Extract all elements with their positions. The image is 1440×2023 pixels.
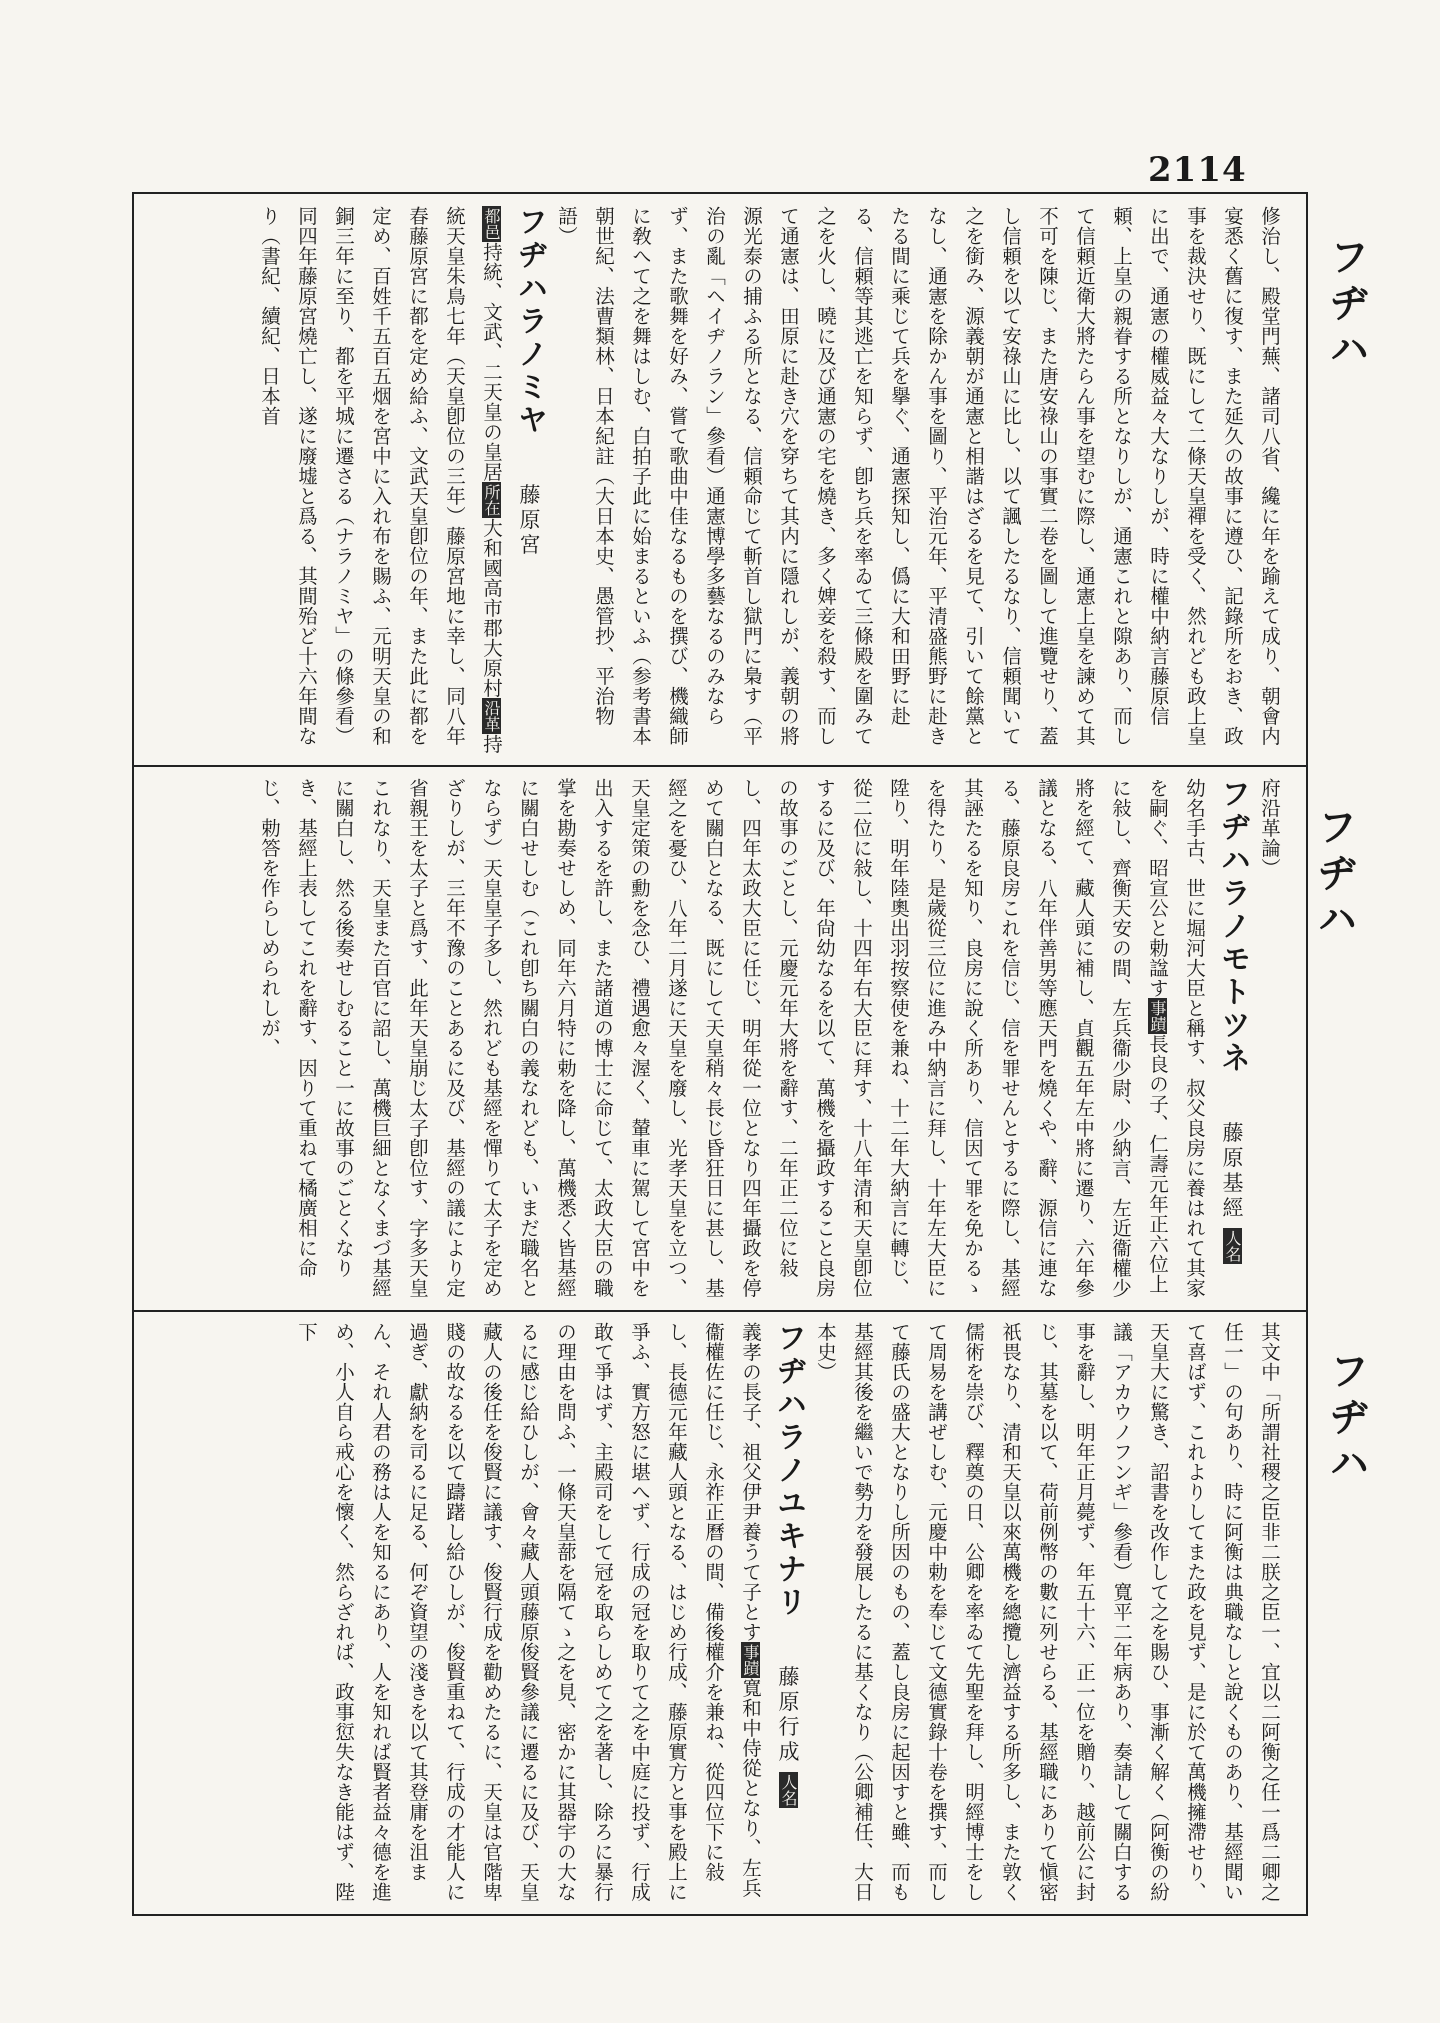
continued-text: 府沿革論）	[1258, 778, 1281, 878]
deeds-tag: 事蹟	[741, 1644, 760, 1676]
entry-heading	[769, 1322, 807, 1904]
page-number: 2114	[1148, 150, 1247, 190]
entry-kanji-name: 藤原基經	[1220, 1121, 1244, 1222]
entry-heading	[510, 206, 548, 754]
entry-text: 持統、文武、二天皇の皇居	[480, 242, 503, 482]
entry-heading	[1213, 778, 1251, 1298]
top-text-column	[251, 206, 1288, 754]
entry-title: フヂハラノモトツネ	[1215, 778, 1250, 1075]
category-tag: 都邑	[482, 208, 501, 240]
entry-text: 長良の子、仁壽元年正六位上に敍し、齊衡天安の間、左兵衞少尉、少納言、左近衞權少將を經て、藏人頭に補し、貞觀五年左中將に遷り、六年參議となる、八年伴善男等應天門を燒くや、辭、源信に連なる、藤原良房これを信じ、信を罪せんとするに際し、基經其誣たるを知り、良房に說く所あり、信因て罪を免かるゝを得たり、是歲從三位に進み中納言に拜し、十年左大臣に陞り、明年陸奧出羽按察使を兼ね、十二年大納言に轉じ、從二位に敍し、十四年右大臣に拜す、十八年清和天皇卽位するに及び、年尙幼なるを以て、萬機を攝政すること良房の故事のごとし、元慶元年大將を辭す、二年正二位に敍し、四年太政大臣に任じ、明年從一位となり四年攝政を停めて關白となる、既にして天皇稍々長じ昏狂日に甚し、基經之を憂ひ、八年二月遂に天皇を廢し、光孝天皇を立つ、天皇定策の勳を念ひ、禮遇愈々渥く、輦車に駕して宮中を出入するを許し、また諸道の博士に命じて、太政大臣の職掌を勘奏せしめ、同年六月特に勅を降し、萬機悉く皆基經に關白せしむ（これ卽ち關白の義なれども、いまだ職名とならず）天皇皇子多し、然れども基經を憚りて太子を定めざりしが、三年不豫のことあるに及び、基經の議により定省親王を太子と爲す、此年天皇崩じ太子卽位す、字多天皇これなり、天皇また百官に詔し、萬機巨細となくまづ基經に關白し、然る後奏せしむること一に故事のごとくなりき、基經上表してこれを辭す、因りて重ねて橘廣相に命じ、勅答を作らしめられしが、	[258, 778, 1169, 1298]
band-label-bottom: フヂハ	[1323, 1350, 1369, 1488]
entry-title: フヂハラノミヤ	[512, 206, 547, 437]
band-top	[148, 206, 1288, 754]
entry-text: 持統天皇朱鳥七年（天皇卽位の三年）藤原宮地に幸し、同八年春藤原宮に都を定め給ふ、文武天皇卽位の年、また此に都を定め、百姓千五百五烟を宮中に入れ布を賜ふ、元明天皇の和銅三年に至り、都を平城に遷さる（ナラノミヤ」の條參看）同四年藤原宮燒亡し、遂に廢墟と爲る、其間殆ど十六年間なり（書紀、續紀、日本首	[258, 206, 503, 754]
category-tag: 人名	[1223, 1230, 1242, 1263]
history-tag: 沿革	[482, 700, 501, 732]
entry-text: 寬和中侍從となり、左兵衞權佐に任じ、永祚正曆の間、備後權介を兼ね、從四位下に敍し、長德元年藏人頭となる、はじめ行成、藤原實方と事を殿上に爭ふ、實方怒に堪へず、行成の冠を取りて之を中庭に投ず、行成敢て爭はず、主殿司をして冠を取らしめて之を著し、除ろに暴行の理由を問ふ、一條天皇蔀を隔てゝ之を見、密かに其器宇の大なるに感じ給ひしが、會々藏人頭藤原俊賢參議に遷るに及び、天皇藏人の後任を俊賢に議す、俊賢行成を勸めたるに、天皇は官階卑賤の故なるを以て躊躇し給ひしが、俊賢重ねて、行成の才能人に過ぎ、獻納を司るに足る、何ぞ資望の淺きを以て其登庸を沮まん、それ人君の務は人を知るにあり、人を知れば賢者益々德を進め、小人自ら戒心を懷く、然らざれば、政事愆失なき能はず、陛下	[295, 1322, 762, 1902]
deeds-tag: 事蹟	[1148, 1000, 1167, 1032]
middle-text-column	[251, 778, 1288, 1298]
band-label-middle: フヂハ	[1311, 806, 1357, 944]
entry-kanji-name: 藤原宮	[517, 483, 541, 559]
band-bottom	[148, 1322, 1288, 1904]
band-divider-2	[132, 1310, 1308, 1312]
entry-title: フヂハラノユキナリ	[771, 1322, 806, 1619]
band-label-top: フヂハ	[1323, 236, 1369, 374]
bottom-text-column	[288, 1322, 1288, 1904]
entry-text: 幼名手古、世に堀河大臣と稱す、叔父良房に養はれて其家を嗣ぐ、昭宣公と勅諡す	[1146, 778, 1206, 1298]
continued-text: 修治し、殿堂門蕪、諸司八省、纔に年を踰えて成り、朝會内宴悉く舊に復す、また延久の故事に遵ひ、記錄所をおき、政事を裁決せり、既にして二條天皇禪を受く、然れども政上皇に出で、通憲の權威益々大なりしが、時に權中納言藤原信頼、上皇の親眷する所となりしが、通憲これと隙あり、而して信頼近衛大將たらん事を望むに際し、通憲上皇を諫めて其不可を陳じ、また唐安祿山の事實二卷を圖して進覽せり、蓋し信頼を以て安祿山に比し、以て諷したるなり、信頼聞いて之を銜み、源義朝が通憲と相諧はざるを見て、引いて餘黨となし、通憲を除かん事を圖り、平治元年、平清盛熊野に赴きたる間に乘じて兵を擧ぐ、通憲探知し、僞に大和田野に赴る、信頼等其逃亡を知らず、卽ち兵を率ゐて三條殿を圍みて之を火し、曉に及び通憲の宅を燒き、多く婢妾を殺す、而して通憲は、田原に赴き穴を穿ちて其内に隱れしが、義朝の將源光泰の捕ふる所となる、信頼命じて斬首し獄門に梟す（平治の亂「ヘイヂノラン」參看）通憲博學多藝なるのみならず、また歌舞を好み、嘗て歌曲中佳なるものを撰び、機織師に敎へて之を舞はしむ、白拍子此に始まるといふ（参考書本朝世紀、法曹類林、日本紀註（大日本史、愚管抄、平治物語）	[555, 206, 1281, 746]
entry-text: 義孝の長子、祖父伊尹養うて子とす	[739, 1322, 762, 1642]
location-tag: 所在	[482, 484, 501, 516]
band-divider-1	[132, 765, 1308, 767]
band-middle	[148, 778, 1288, 1298]
category-tag: 人名	[779, 1774, 798, 1807]
continued-text: 其文中「所謂社稷之臣非二朕之臣一、宜以二阿衡之任一爲二卿之任一」の句あり、時に阿衡は典職なしと說くものあり、基經聞いて喜ばず、これよりしてまた政を見ず、是に於て萬機擁滯せり、天皇大に驚き、詔書を改作して之を賜ひ、事漸く解く（阿衡の紛議「アカウノフンギ」參看）寬平二年病あり、奏請して關白する事を辭し、明年正月薨ず、年五十六、正一位を贈り、越前公に封じ、其墓を以て、荷前例幣の數に列せらる、基經職にありて愼密祇畏なり、清和天皇以來萬機を總攬し濟益する所多し、また敦く儒術を崇び、釋奠の日、公卿を率ゐて先聖を拜し、明經博士をして周易を講ぜしむ、元慶中勅を奉じて文德實錄十卷を撰す、而して藤氏の盛大となりし所因のもの、蓋し良房に起因すと雖、而も基經其後を繼いで勢力を發展したるに基くなり（公卿補任、大日本史）	[814, 1322, 1281, 1902]
entry-kanji-name: 藤原行成	[776, 1665, 800, 1766]
entry-text: 大和國高市郡大原村	[480, 518, 503, 698]
